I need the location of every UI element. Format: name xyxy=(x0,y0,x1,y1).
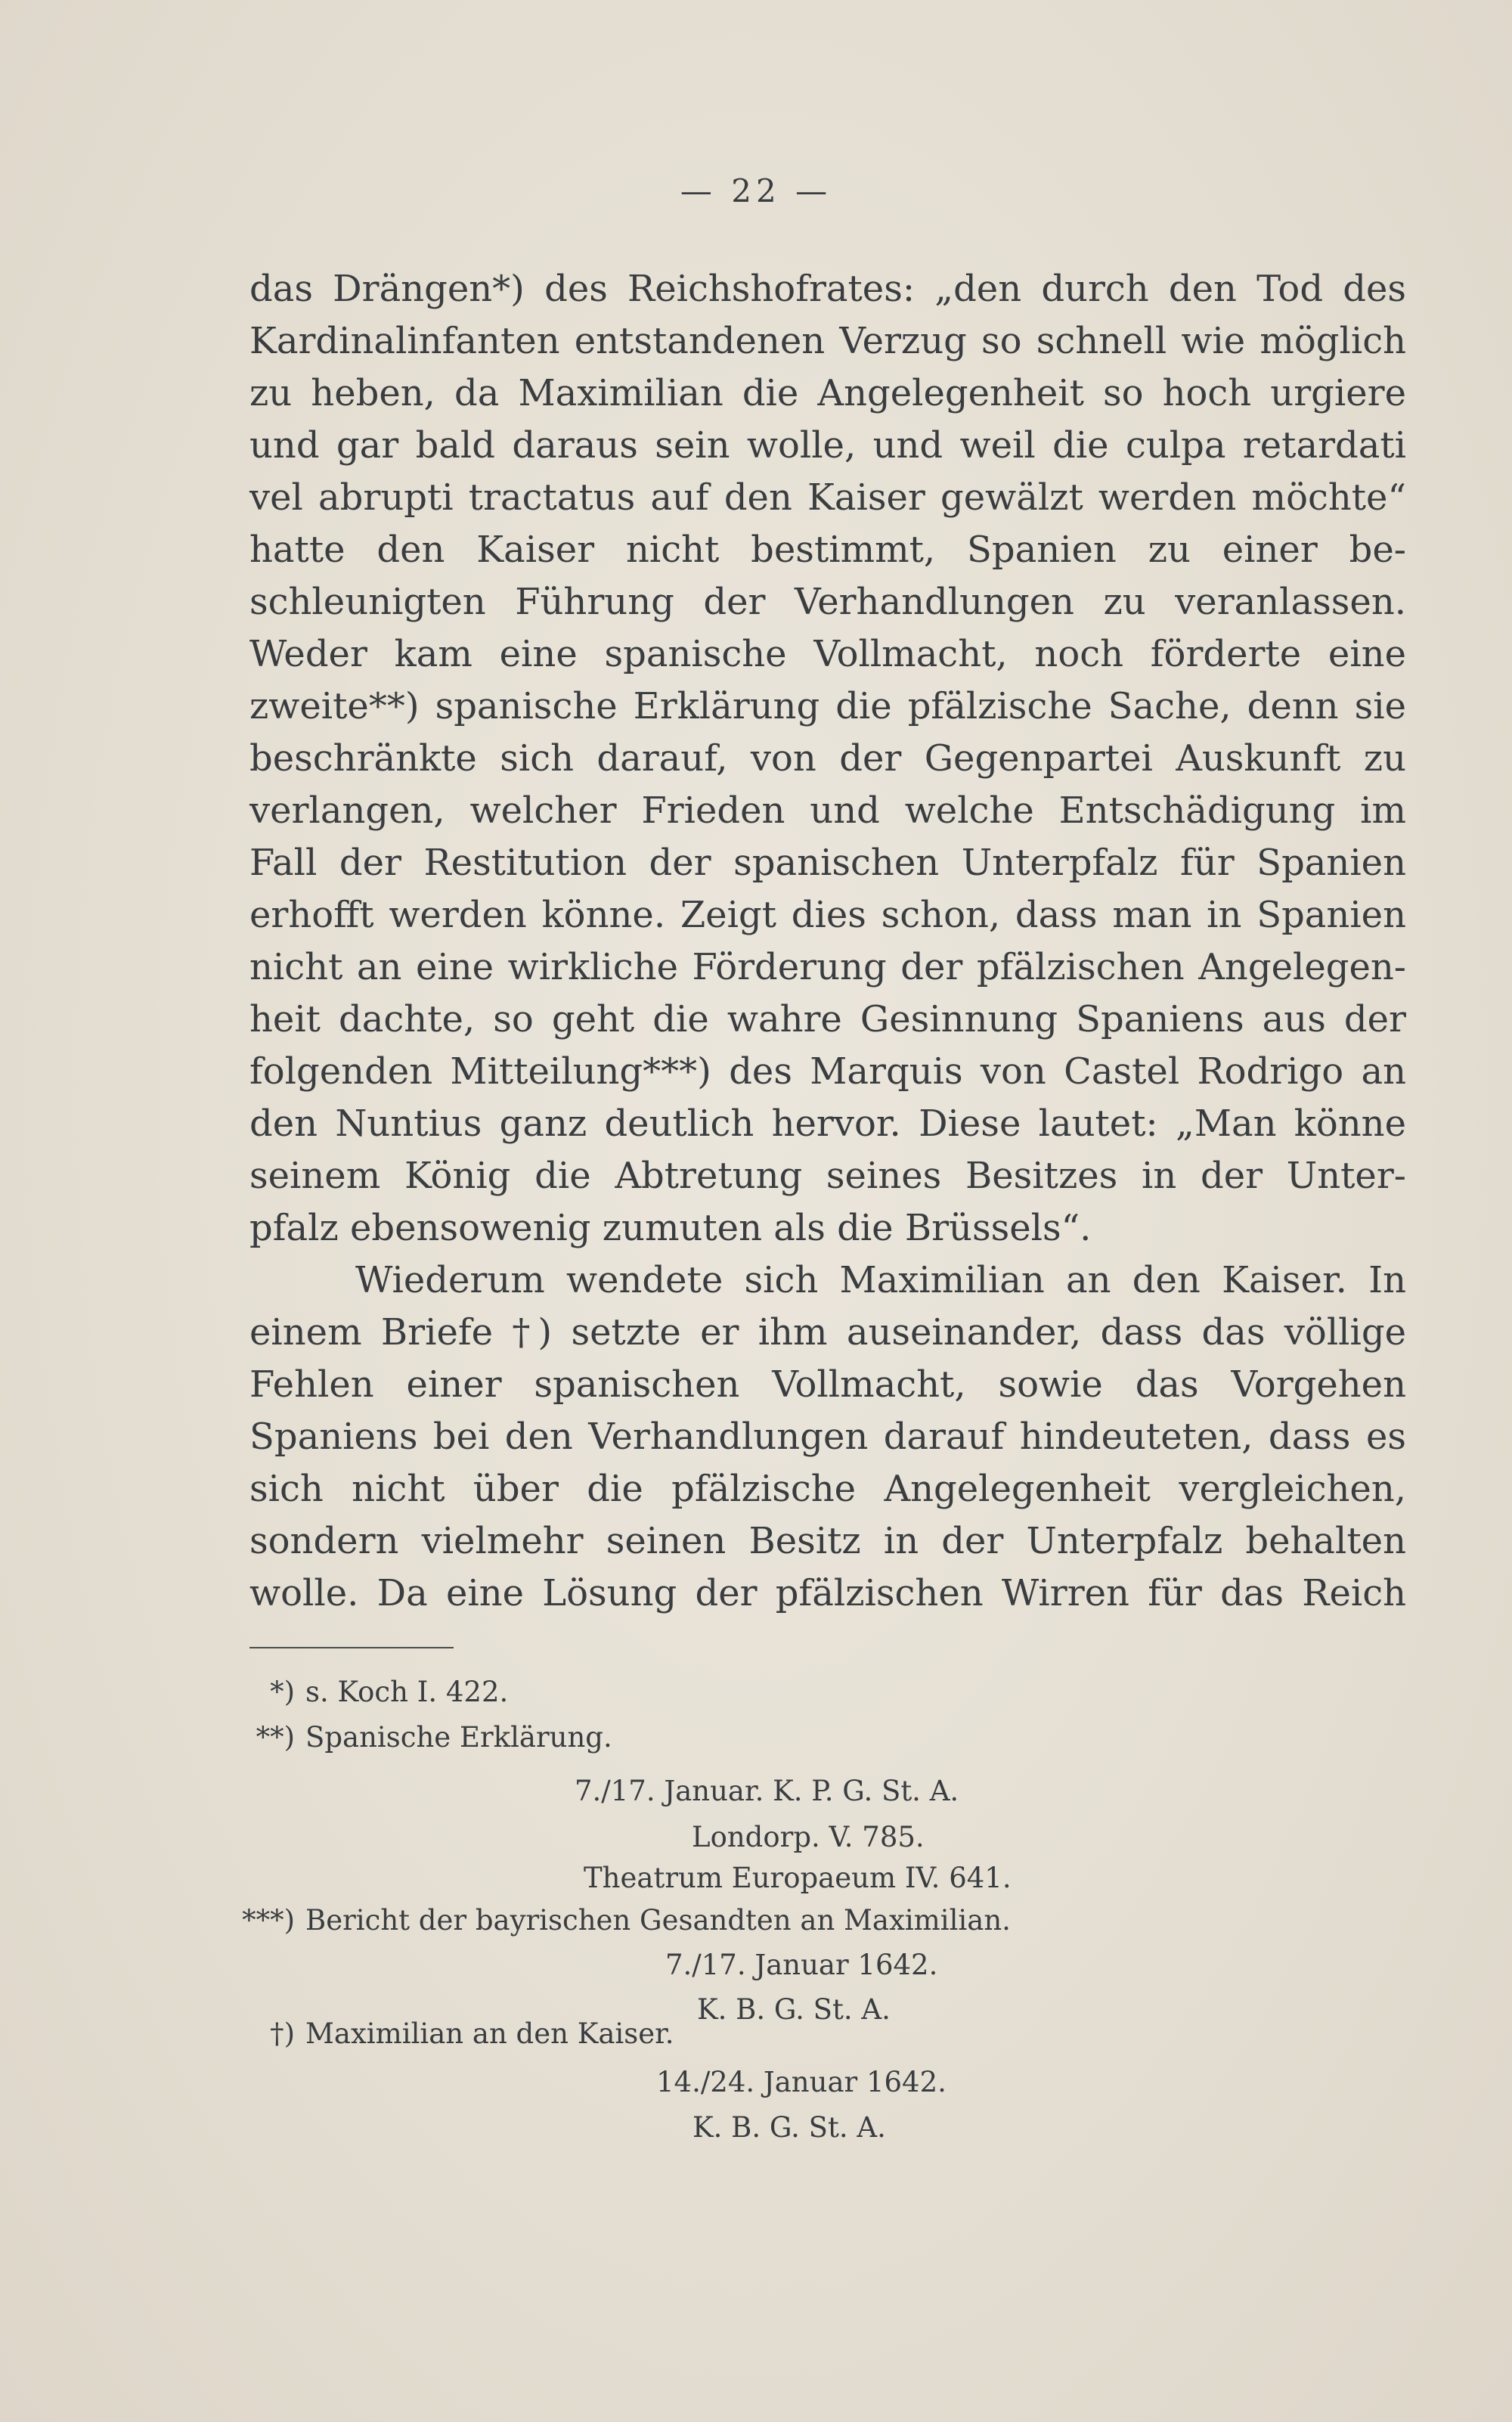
footnote-source: K. B. G. St. A. xyxy=(697,1993,891,2026)
text-line: zweite**) spanische Erklärung die pfälzische Sache, denn sie xyxy=(249,685,1406,727)
footnote-text: Spanische Erklärung. xyxy=(305,1721,612,1754)
footnote-mark: †) xyxy=(270,2017,295,2050)
page-number: — 22 — xyxy=(680,172,832,209)
text-line: das Drängen*) des Reichshofrates: „den durch den Tod des xyxy=(249,268,1406,310)
footnote-text: Bericht der bayrischen Gesandten an Maximilian. xyxy=(305,1904,1011,1937)
text-line: erhofft werden könne. Zeigt dies schon, dass man in Spanien xyxy=(249,894,1406,936)
footnote-source: Londorp. V. 785. xyxy=(692,1821,925,1853)
text-line: nicht an eine wirkliche Förderung der pfälzischen Angelegen- xyxy=(249,946,1406,988)
text-line: wolle. Da eine Lösung der pfälzischen Wirren für das Reich xyxy=(249,1572,1406,1614)
footnote-source: K. B. G. St. A. xyxy=(692,2111,886,2144)
footnote xyxy=(227,1720,612,1756)
text-line: Fall der Restitution der spanischen Unterpfalz für Spanien xyxy=(249,842,1406,884)
text-line: heit dachte, so geht die wahre Gesinnung Spaniens aus der xyxy=(249,998,1406,1040)
footnote xyxy=(227,1674,508,1710)
text-line: zu heben, da Maximilian die Angelegenheit so hoch urgiere xyxy=(249,372,1406,414)
footnote-mark: ***) xyxy=(242,1904,295,1937)
text-line: pfalz ebensowenig zumuten als die Brüssels“. xyxy=(249,1207,1092,1249)
text-line: den Nuntius ganz deutlich hervor. Diese lautet: „Man könne xyxy=(249,1102,1406,1145)
text-line: vel abrupti tractatus auf den Kaiser gewälzt werden möchte“ xyxy=(249,476,1406,519)
footnote xyxy=(227,1903,1011,1939)
text-line: Fehlen einer spanischen Vollmacht, sowie das Vorgehen xyxy=(249,1363,1406,1406)
footnote-source: 14./24. Januar 1642. xyxy=(656,2066,947,2098)
footnote-source: Theatrum Europaeum IV. 641. xyxy=(584,1862,1012,1894)
text-line: schleunigten Führung der Verhandlungen zu veranlassen. xyxy=(249,581,1406,623)
text-line: einem Briefe †) setzte er ihm auseinander, dass das völlige xyxy=(249,1311,1406,1354)
footnote xyxy=(227,2016,674,2052)
text-line: und gar bald daraus sein wolle, und weil die culpa retardati xyxy=(249,424,1406,467)
text-line: folgenden Mitteilung***) des Marquis von Castel Rodrigo an xyxy=(249,1050,1406,1093)
footnote-source: 7./17. Januar 1642. xyxy=(665,1949,938,1981)
text-line: beschränkte sich darauf, von der Gegenpartei Auskunft zu xyxy=(249,737,1406,780)
text-line: sich nicht über die pfälzische Angelegenheit vergleichen, xyxy=(249,1468,1406,1510)
text-line: Weder kam eine spanische Vollmacht, noch förderte eine xyxy=(249,633,1406,675)
footnote-mark: *) xyxy=(270,1676,295,1708)
footnote-mark: **) xyxy=(256,1721,295,1754)
text-line: Wiederum wendete sich Maximilian an den Kaiser. In xyxy=(355,1259,1406,1301)
text-line: Kardinalinfanten entstandenen Verzug so schnell wie möglich xyxy=(249,320,1406,362)
text-line: verlangen, welcher Frieden und welche Entschädigung im xyxy=(249,789,1406,832)
footnote-text: s. Koch I. 422. xyxy=(305,1676,509,1708)
text-line: sondern vielmehr seinen Besitz in der Unterpfalz behalten xyxy=(249,1520,1406,1562)
footnote-source: 7./17. Januar. K. P. G. St. A. xyxy=(575,1775,959,1807)
footnote-text: Maximilian an den Kaiser. xyxy=(305,2017,674,2050)
text-line: hatte den Kaiser nicht bestimmt, Spanien zu einer be- xyxy=(249,529,1406,571)
text-line: seinem König die Abtretung seines Besitzes in der Unter- xyxy=(249,1155,1406,1197)
footnote-divider xyxy=(249,1647,454,1648)
text-line: Spaniens bei den Verhandlungen darauf hindeuteten, dass es xyxy=(249,1416,1406,1458)
